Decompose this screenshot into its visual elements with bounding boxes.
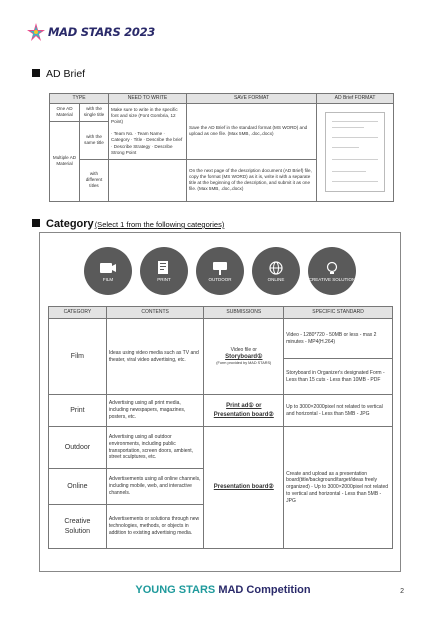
different-titles-cell: with different titles	[80, 159, 109, 201]
square-bullet-icon	[32, 219, 40, 227]
presentation-board-link-shared[interactable]: Presentation board②	[213, 484, 274, 491]
th-category: CATEGORY	[49, 307, 107, 319]
brief-format-thumbnail	[325, 112, 385, 192]
online-contents: Advertisements using all online channels, including mobile, web, and interactive channels.	[106, 469, 204, 505]
film-standard-video: Video - 1280*720 - 50MB or less - max 2 minutes - MP4(H.264)	[284, 319, 393, 359]
multiple-cell: Multiple AD Material	[50, 121, 80, 201]
film-sub-pre: Video file or	[230, 346, 257, 353]
category-table	[48, 306, 393, 549]
need-top-text: Make sure to write in the specific font and size (Font Gombria, 12 Point)	[111, 106, 178, 124]
brief-format-cell	[317, 103, 394, 201]
online-category: Online	[49, 469, 107, 505]
outdoor-category: Outdoor	[49, 427, 107, 469]
one-ad-cell: One AD Material	[50, 103, 80, 121]
creative-solution-icon: CREATIVE SOLUTION	[308, 247, 356, 295]
category-icons	[40, 247, 400, 295]
print-standard: Up to 3000×2000pixel not related to vertical and horizontal - Less than 5MB - JPG	[284, 395, 393, 427]
shared-standard: Create and upload as a presentation board(title/background/target/ideas freely organized) - Up to 3000×2000pixel not related to vertical and horizontal - Less than 5MB - JPG	[284, 427, 393, 549]
film-category: Film	[49, 319, 107, 395]
print-contents: Advertising using all print media, including newspapers, magazines, posters, etc.	[106, 395, 204, 427]
mad-stars-logo	[26, 22, 155, 42]
page-number: 2	[400, 588, 404, 595]
category-box	[39, 232, 401, 572]
category-note: (Select 1 from the following categories)	[94, 220, 225, 229]
th-contents: CONTENTS	[106, 307, 204, 319]
th-type: TYPE	[50, 94, 109, 104]
shared-submissions	[204, 427, 284, 549]
print-ad-link[interactable]: Print ad① or	[226, 403, 262, 410]
creative-contents: Advertisements or solutions through new technologies, methods, or objects in addition to existing advertising media.	[106, 505, 204, 549]
footer-mad-competition: MAD Competition	[218, 584, 311, 596]
film-sub-note: (Form provided by MAD STARS)	[216, 361, 272, 366]
film-submissions	[204, 319, 284, 395]
save-top-cell: Save the AD Brief in the standard format (MS WORD) and upload as one file. (Max 5MB, .doc,.docx)	[187, 103, 317, 159]
th-need: NEED TO WRITE	[109, 94, 187, 104]
footer-young-stars: YOUNG STARS	[135, 584, 216, 596]
category-title: Category	[46, 218, 94, 230]
star-logo-icon	[26, 22, 46, 42]
online-icon: ONLINE	[252, 247, 300, 295]
th-format: AD Brief FORMAT	[317, 94, 394, 104]
footer-title	[0, 584, 446, 596]
need-bottom-cell	[109, 159, 187, 201]
creative-category: Creative Solution	[49, 505, 107, 549]
storyboard-link[interactable]: Storyboard①	[225, 354, 263, 361]
ad-brief-title: AD Brief	[46, 68, 86, 80]
th-save: SAVE FORMAT	[187, 94, 317, 104]
th-standard: SPECIFIC STANDARD	[284, 307, 393, 319]
outdoor-contents: Advertising using all outdoor environments, including public transportation, screen doors, ambient, street sculptures, etc.	[106, 427, 204, 469]
need-top-cell	[109, 103, 187, 159]
logo-text: MAD STARS 2023	[48, 25, 155, 39]
outdoor-icon: OUTDOOR	[196, 247, 244, 295]
ad-brief-heading	[32, 68, 85, 80]
square-bullet-icon	[32, 69, 40, 77]
th-submissions: SUBMISSIONS	[204, 307, 284, 319]
film-standard-storyboard: Storyboard in Organizer's designated Form - Less than 15 cuts - Less than 10MB - PDF	[284, 359, 393, 395]
print-icon: PRINT	[140, 247, 188, 295]
film-contents: Ideas using video media such as TV and theater, viral video advertising, etc.	[106, 319, 204, 395]
print-category: Print	[49, 395, 107, 427]
print-submissions	[204, 395, 284, 427]
presentation-board-link[interactable]: Presentation board②	[213, 411, 274, 418]
need-list-text: · Team No. · Team Name · Category · Title · Describe the brief · Describe Strategy · Describe Strong Point	[111, 131, 183, 155]
category-heading	[32, 218, 224, 230]
single-title-cell: with the single title	[80, 103, 109, 121]
same-title-cell: with the same title	[80, 121, 109, 159]
ad-brief-table	[49, 93, 394, 202]
film-icon: FILM	[84, 247, 132, 295]
save-bottom-cell: On the next page of the description document (AD Brief) file, copy the format (MS WORD) as it is, write it with a separate title at the beginning of the description, and submit it as one file. (Max 5MB, .doc,.docx)	[187, 159, 317, 201]
